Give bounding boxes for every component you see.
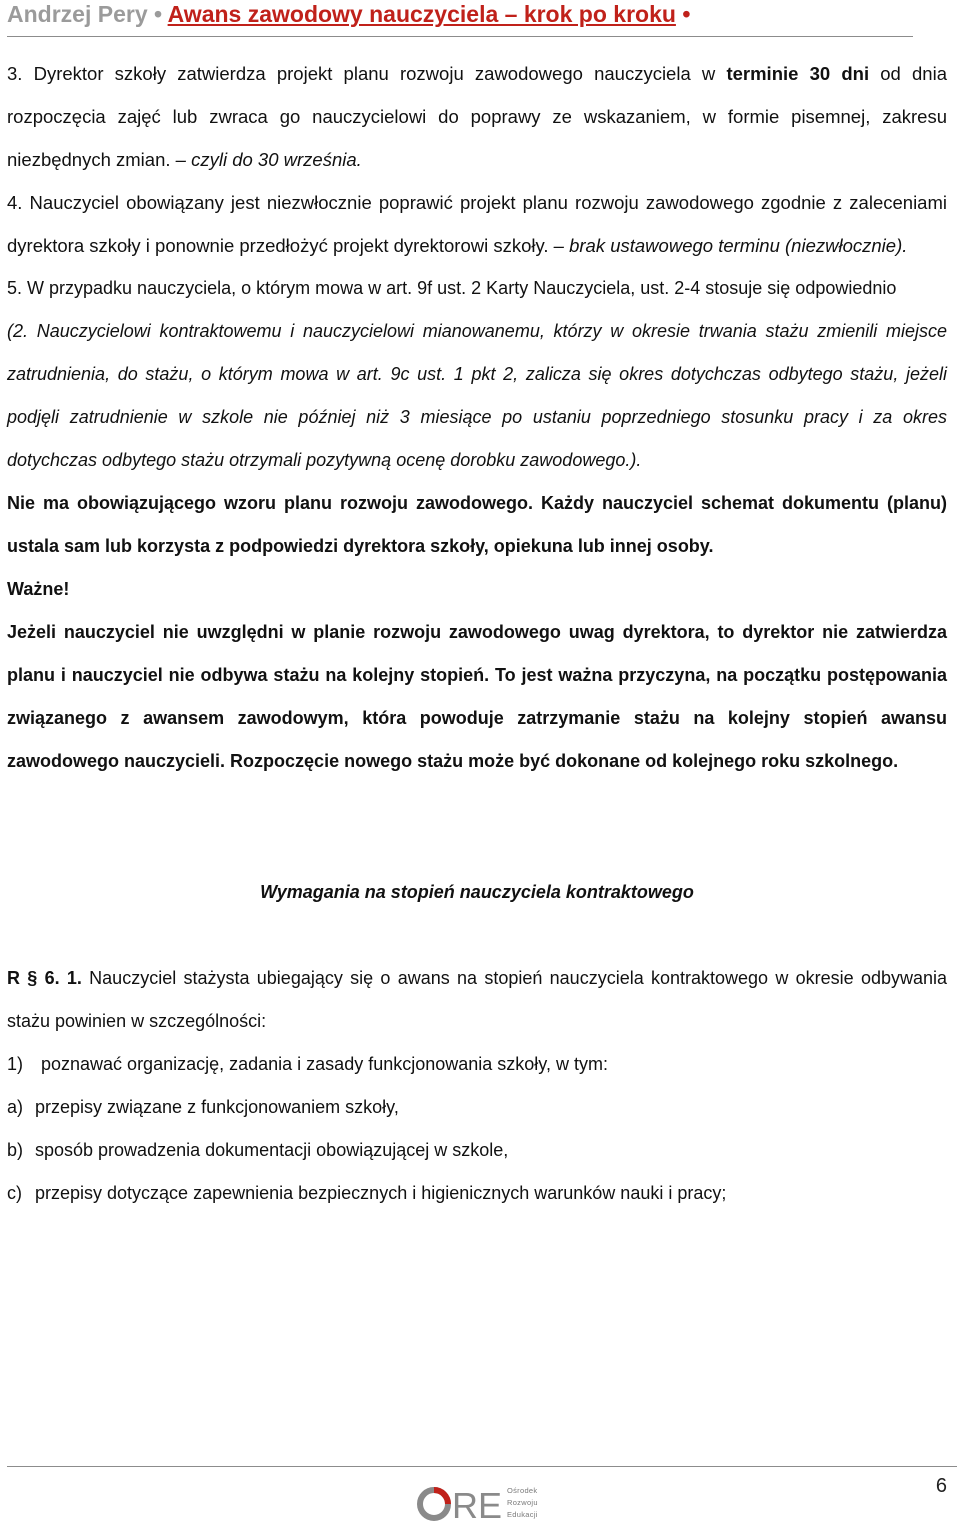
list-marker: b): [7, 1140, 24, 1160]
paragraph-3-note: – czyli do 30 września.: [175, 149, 362, 170]
ore-logo-text: [507, 1485, 567, 1521]
paragraph-4: [7, 181, 947, 267]
paragraph-3-rest: od dnia rozpoczęcia zajęć lub zwraca go nauczycielowi do poprawy ze wskazaniem, w formie pisemnej, zakresu niezbędnych zmian.: [7, 63, 947, 170]
sublist-item-text: sposób prowadzenia dokumentacji obowiązującej w szkole,: [35, 1140, 509, 1160]
sublist-item: [7, 1086, 947, 1129]
sublist-item-text: przepisy związane z funkcjonowaniem szkoły,: [35, 1097, 399, 1117]
document-body: [7, 52, 947, 1215]
footer-divider: [7, 1466, 957, 1467]
logo-line: Edukacji: [507, 1510, 538, 1519]
important-text: Jeżeli nauczyciel nie uwzględni w planie rozwoju zawodowego uwag dyrektora, to dyrektor nie zatwierdza planu i nauczyciel nie odbywa stażu na kolejny stopień. To jest ważna przyczyna, na początku postępowania związanego z awansem zawodowym, która powoduje zatrzymanie stażu na kolejny stopień awansu zawodowego nauczycieli. Rozpoczęcie nowego stażu może być dokonane od kolejnego roku szkolnego.: [7, 622, 947, 771]
logo-letters: RE: [452, 1485, 503, 1524]
paragraph-4-text: 4. Nauczyciel obowiązany jest niezwłocznie poprawić projekt planu rozwoju zawodowego zgodnie z zaleceniami dyrektora szkoły i ponownie przedłożyć projekt dyrektorowi szkoły.: [7, 192, 947, 256]
paragraph-3-lead: 3. Dyrektor szkoły zatwierdza projekt planu rozwoju zawodowego nauczyciela w: [7, 63, 727, 84]
section-heading: Wymagania na stopień nauczyciela kontraktowego: [260, 882, 694, 902]
list-item-text: poznawać organizację, zadania i zasady funkcjonowania szkoły, w tym:: [41, 1054, 608, 1074]
header-trailing-dot: •: [682, 1, 691, 27]
regulation-text: Nauczyciel stażysta ubiegający się o awans na stopień nauczyciela kontraktowego w okresie odbywania stażu powinien w szczególności:: [7, 968, 947, 1031]
spacer: [7, 848, 947, 871]
page-number: 6: [935, 1475, 947, 1497]
list-item: [7, 1043, 947, 1086]
regulation-prefix: R § 6. 1.: [7, 968, 82, 988]
header-author: Andrzej Pery: [7, 1, 148, 27]
sublist-item: [7, 1129, 947, 1172]
paragraph-3: [7, 52, 947, 181]
paragraph-5-quote: (2. Nauczycielowi kontraktowemu i nauczycielowi mianowanemu, którzy w okresie trwania stażu zmienili miejsce zatrudnienia, do stażu, o którym mowa w art. 9c ust. 1 pkt 2, zalicza się okres dotychczas odbytego stażu, jeżeli podjęli zatrudnienie w szkole nie później niż 3 miesiące po ustaniu poprzedniego stosunku pracy i za okres dotychczas odbytego stażu otrzymali pozytywną ocenę dorobku zawodowego.).: [7, 321, 947, 470]
ore-logo-mark: [417, 1484, 507, 1524]
list-marker: c): [7, 1183, 22, 1203]
spacer: [7, 914, 947, 957]
logo-line: Ośrodek: [507, 1486, 538, 1495]
sublist-item-text: przepisy dotyczące zapewnienia bezpiecznych i higienicznych warunków nauki i pracy;: [35, 1183, 727, 1203]
page-header: [7, 0, 913, 37]
list-marker: 1): [7, 1054, 24, 1074]
regulation-paragraph: [7, 957, 947, 1043]
sublist-item: [7, 1172, 947, 1215]
ore-logo: [417, 1484, 547, 1524]
important-label: Ważne!: [7, 579, 70, 599]
header-separator: •: [154, 1, 163, 27]
header-title: Awans zawodowy nauczyciela – krok po kroku: [167, 1, 676, 27]
no-template-note: Nie ma obowiązującego wzoru planu rozwoju zawodowego. Każdy nauczyciel schemat dokumentu (planu) ustala sam lub korzysta z podpowiedzi dyrektora szkoły, opiekuna lub innej osoby.: [7, 493, 947, 556]
paragraph-3-deadline: terminie 30 dni: [726, 63, 870, 84]
paragraph-5: 5. W przypadku nauczyciela, o którym mowa w art. 9f ust. 2 Karty Nauczyciela, ust. 2-4 stosuje się odpowiednio: [7, 278, 897, 298]
list-marker: a): [7, 1097, 24, 1117]
spacer: [7, 783, 947, 848]
logo-line: Rozwoju: [507, 1498, 538, 1507]
paragraph-4-note: – brak ustawowego terminu (niezwłocznie).: [553, 235, 908, 256]
